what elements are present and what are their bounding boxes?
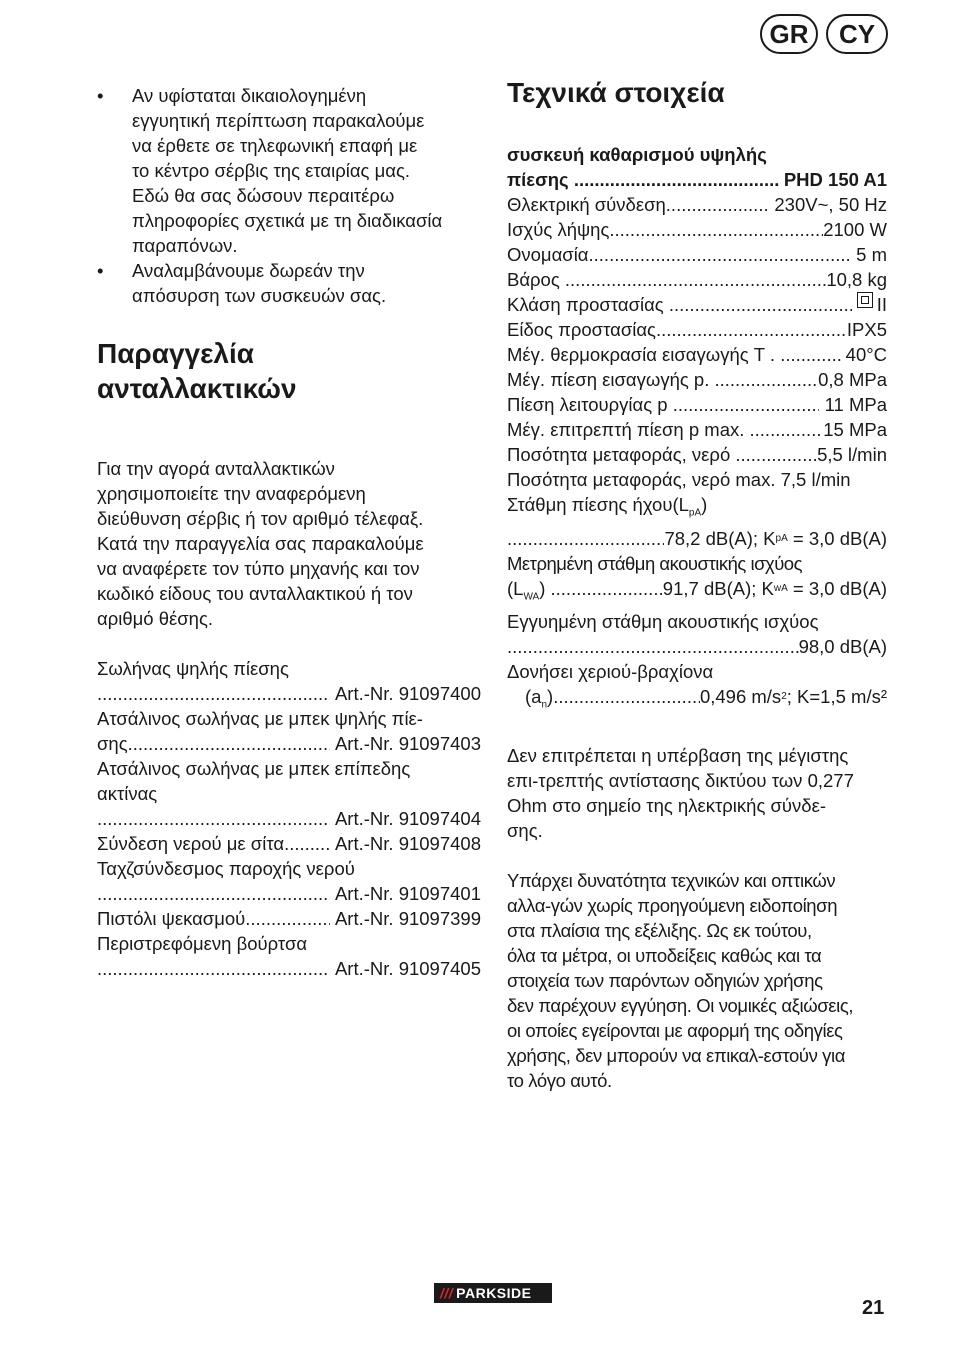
language-badge-gr: GR: [760, 14, 818, 54]
text-line: εγγυητική περίπτωση παρακαλούμε: [132, 110, 425, 131]
list-item: Περιστρεφόμενη βούρτσα ..... Art.-Nr. 91097405: [97, 931, 481, 981]
text-line: να έρθετε σε τηλεφωνική επαφή με: [132, 135, 418, 156]
parkside-logo: /// PARKSIDE: [434, 1283, 552, 1303]
section-heading-technical-data: Τεχνικά στοιχεία: [507, 77, 725, 108]
text-line: απόσυρση των συσκευών σας.: [132, 285, 387, 306]
language-badge-cy: CY: [826, 14, 888, 54]
spec-list: [507, 192, 887, 718]
list-item: Ατσάλινος σωλήνας με μπεκ ψηλής πίε- σης ..... Art.-Nr. 91097403: [97, 706, 481, 756]
spec-row: Βάρος ..... 10,8 kg: [507, 267, 887, 292]
spec-row: Είδος προστασίας ..... IPX5: [507, 317, 887, 342]
spec-row: ..... 98,0 dB(A): [507, 634, 887, 659]
spec-row: Θλεκτρική σύνδεση ..... 230V~, 50 Hz: [507, 192, 887, 217]
text-line: το κέντρο σέρβις της εταιρίας μας.: [132, 160, 411, 181]
page-number: 21: [862, 1297, 885, 1319]
spec-row: Ποσότητα μεταφοράς, νερό max. 7,5 l/min: [507, 469, 851, 490]
spec-row: Μετρημένη στάθμη ακουστικής ισχύος: [507, 552, 803, 574]
spec-row: Κλάση προστασίας ..... II: [507, 292, 887, 317]
list-item: Πιστόλι ψεκασμού ..... Art.-Nr. 91097399: [97, 906, 481, 931]
right-column: [507, 75, 887, 1093]
spec-row: $(a_n)$ ..... 0,496 m/s 2 ; K=1,5 m/s²: [507, 684, 887, 718]
section-heading-spare-parts: Παραγγελία ανταλλακτικών: [97, 338, 297, 404]
spec-row: Πίεση λειτουργίας p ..... 11 MPa: [507, 392, 887, 417]
text-line: • Αναλαμβάνουμε δωρεάν την: [132, 260, 365, 281]
impedance-note: Δεν επιτρέπεται η υπέρβαση της μέγιστης επι-τρεπτής αντίστασης δικτύου των 0,277 Ohm στο σημείο της ηλεκτρικής σύνδε- σης.: [507, 745, 854, 842]
spec-row: Ποσότητα μεταφοράς, νερό ..... 5,5 l/min: [507, 442, 887, 467]
left-column: [97, 83, 481, 981]
list-item: Ατσάλινος σωλήνας με μπεκ επίπεδης ακτίνας ..... Art.-Nr. 91097404: [97, 756, 481, 831]
spec-row: Ισχύς λήψης ..... 2100 W: [507, 217, 887, 242]
protection-class-icon: [857, 292, 873, 308]
text-line: πληροφορίες σχετικά με τη διαδικασία: [132, 210, 443, 231]
spec-row: $(L_{WA})$ ..... 91,7 dB(A); K wA = 3,0 dB(A): [507, 576, 887, 610]
spec-row: Μέγ. επιτρεπτή πίεση p max. ..... 15 MPa: [507, 417, 887, 442]
list-item: Σύνδεση νερού με σίτα ..... Art.-Nr. 91097408: [97, 831, 481, 856]
spec-row: ..... 78,2 dB(A); K pA = 3,0 dB(A): [507, 526, 887, 551]
spec-row: Εγγυημένη στάθμη ακουστικής ισχύος: [507, 611, 819, 633]
spec-row: Ονομασία ..... 5 m: [507, 242, 887, 267]
spec-row: Μέγ. πίεση εισαγωγής p. ..... 0,8 MPa: [507, 367, 887, 392]
text-line: παραπόνων.: [132, 235, 238, 256]
list-item: Ταχζσύνδεσμος παροχής νερού ..... Art.-Nr. 91097401: [97, 856, 481, 906]
text-line: Εδώ θα σας δώσουν περαιτέρω: [132, 185, 395, 206]
bullet-item: [97, 83, 481, 258]
list-item: Σωλήνας ψηλής πίεσης ..... Art.-Nr. 91097400: [97, 656, 481, 706]
spec-row: Δονήσει χεριού-βραχίονα: [507, 661, 714, 683]
spec-row: Μέγ. θερμοκρασία εισαγωγής T . ..... 40°C: [507, 342, 887, 367]
spec-row: Στάθμη πίεσης $ή\chi o\upsilon(L_{pA})$: [507, 494, 708, 519]
device-name: συσκευή καθαρισμού υψηλής πίεσης ..... PHD 150 A1: [507, 142, 887, 192]
spare-parts-list: [97, 656, 481, 981]
disclaimer-note: Υπάρχει δυνατότητα τεχνικών και οπτικών αλλα-γών χωρίς προηγούμενη ειδοποίηση στα πλαίσια της εξέλιξης. Ως εκ τούτου, όλα τα μέτρα, οι υποδείξεις καθώς και τα στοιχεία των παρόντων οδηγιών χρήσης δεν παρέχουν εγγύηση. Οι νομικές αξιώσεις, οι οποίες εγείρονται με αφορμή της οδηγίες χρήσης, δεν μπορούν να επικαλ-εστούν για το λόγο αυτό.: [507, 870, 854, 1092]
spare-parts-intro: Για την αγορά ανταλλακτικών χρησιμοποιείτε την αναφερόμενη διεύθυνση σέρβις ή τον αριθμό τέλεφαξ. Κατά την παραγγελία σας παρακαλούμε να αναφέρετε τον τύπο μηχανής και τον κωδικό είδους του ανταλλακτικού ή τον αριθμό θέσης.: [97, 458, 424, 629]
bullet-item: [97, 258, 481, 308]
text-line: • Αν υφίσταται δικαιολογημένη: [132, 85, 367, 106]
